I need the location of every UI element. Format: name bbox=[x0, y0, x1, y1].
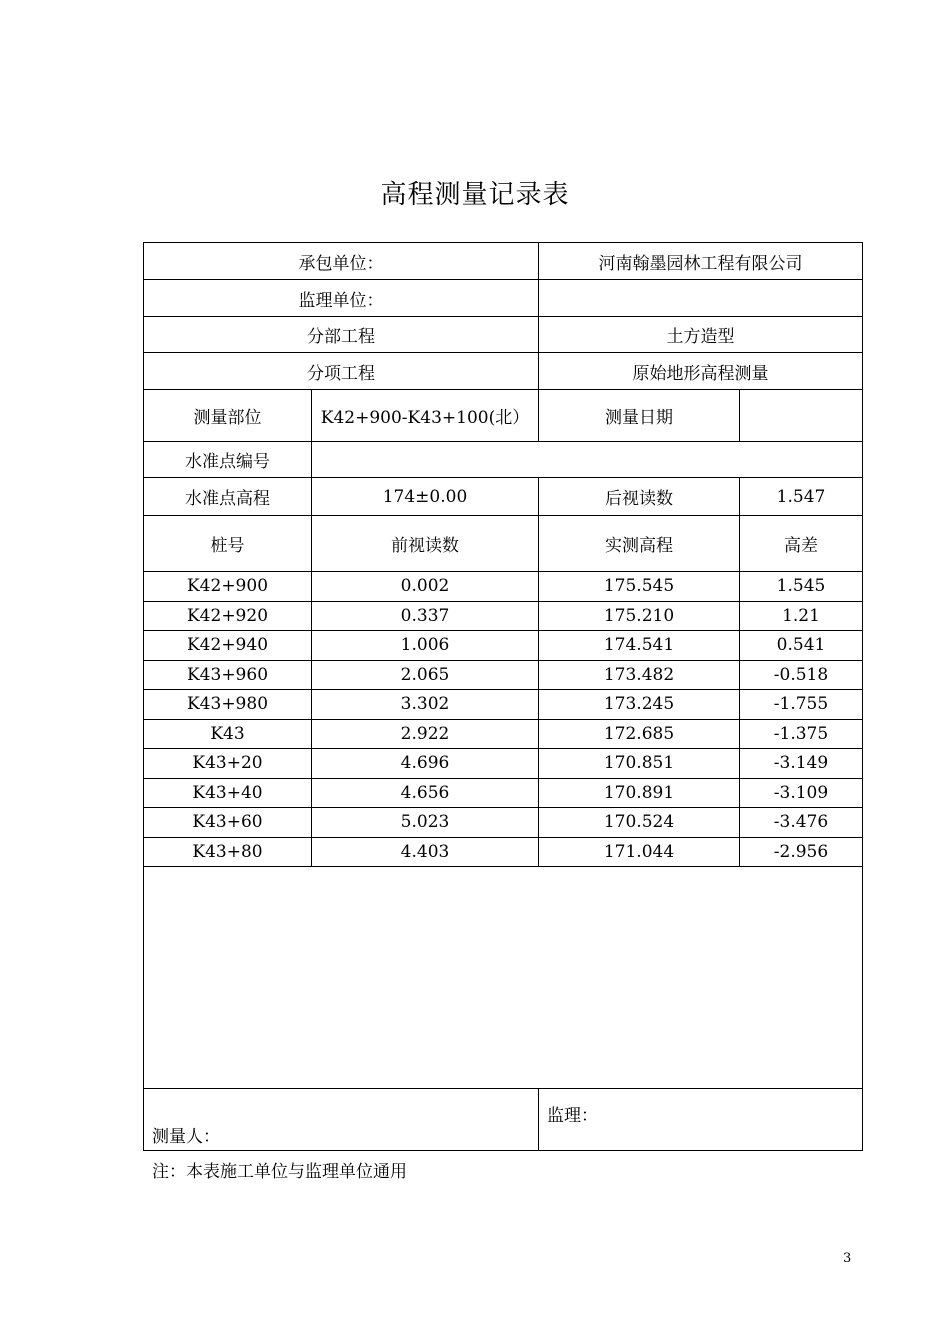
date-label: 测量日期 bbox=[539, 390, 740, 442]
foresight-cell: 5.023 bbox=[312, 808, 539, 838]
stake-cell: K43+980 bbox=[144, 690, 312, 720]
location-value: K42+900-K43+100(北） bbox=[312, 390, 539, 442]
table-row bbox=[144, 837, 863, 867]
division-label: 分部工程 bbox=[144, 317, 539, 353]
table-row bbox=[144, 808, 863, 838]
contractor-label: 承包单位： bbox=[144, 243, 539, 280]
contractor-row bbox=[144, 243, 863, 280]
difference-cell: 1.545 bbox=[740, 572, 863, 602]
difference-cell: -1.375 bbox=[740, 719, 863, 749]
location-row bbox=[144, 390, 863, 442]
subitem-row bbox=[144, 353, 863, 390]
signature-row bbox=[144, 1089, 863, 1151]
supervisor-label: 监理单位： bbox=[144, 280, 539, 317]
division-row bbox=[144, 317, 863, 353]
difference-cell: 0.541 bbox=[740, 631, 863, 661]
foresight-cell: 4.656 bbox=[312, 778, 539, 808]
benchmark-no-value bbox=[312, 442, 863, 478]
subitem-value: 原始地形高程测量 bbox=[539, 353, 863, 390]
elevation-cell: 172.685 bbox=[539, 719, 740, 749]
benchmark-elev-label: 水准点高程 bbox=[144, 478, 312, 516]
division-value: 土方造型 bbox=[539, 317, 863, 353]
stake-cell: K43+60 bbox=[144, 808, 312, 838]
table-row bbox=[144, 690, 863, 720]
foresight-cell: 2.922 bbox=[312, 719, 539, 749]
difference-cell: 1.21 bbox=[740, 601, 863, 631]
elevation-cell: 175.545 bbox=[539, 572, 740, 602]
stake-cell: K43+960 bbox=[144, 660, 312, 690]
elevation-cell: 170.891 bbox=[539, 778, 740, 808]
footnote: 注：本表施工单位与监理单位通用 bbox=[152, 1162, 407, 1182]
table-row bbox=[144, 631, 863, 661]
elevation-cell: 170.851 bbox=[539, 749, 740, 779]
stake-cell: K43+20 bbox=[144, 749, 312, 779]
page-title: 高程测量记录表 bbox=[380, 180, 570, 210]
table-row bbox=[144, 572, 863, 602]
foresight-cell: 4.403 bbox=[312, 837, 539, 867]
elevation-cell: 173.245 bbox=[539, 690, 740, 720]
stake-cell: K42+940 bbox=[144, 631, 312, 661]
stake-cell: K43 bbox=[144, 719, 312, 749]
page-number: 3 bbox=[843, 1251, 852, 1266]
supervisor-value bbox=[539, 280, 863, 317]
col-header-elevation: 实测高程 bbox=[539, 516, 740, 572]
subitem-label: 分项工程 bbox=[144, 353, 539, 390]
difference-cell: -3.476 bbox=[740, 808, 863, 838]
stake-cell: K42+900 bbox=[144, 572, 312, 602]
surveyor-signature: 测量人： bbox=[144, 1089, 539, 1151]
supervision-signature: 监理： bbox=[539, 1089, 863, 1151]
date-value bbox=[740, 390, 863, 442]
foresight-cell: 4.696 bbox=[312, 749, 539, 779]
table-row bbox=[144, 749, 863, 779]
foresight-cell: 2.065 bbox=[312, 660, 539, 690]
column-header-row bbox=[144, 516, 863, 572]
foresight-cell: 0.337 bbox=[312, 601, 539, 631]
table-row bbox=[144, 601, 863, 631]
col-header-difference: 高差 bbox=[740, 516, 863, 572]
stake-cell: K42+920 bbox=[144, 601, 312, 631]
col-header-stake: 桩号 bbox=[144, 516, 312, 572]
elevation-cell: 170.524 bbox=[539, 808, 740, 838]
location-label: 测量部位 bbox=[144, 390, 312, 442]
foresight-cell: 1.006 bbox=[312, 631, 539, 661]
stake-cell: K43+80 bbox=[144, 837, 312, 867]
difference-cell: -1.755 bbox=[740, 690, 863, 720]
contractor-value: 河南翰墨园林工程有限公司 bbox=[539, 243, 863, 280]
backsight-label: 后视读数 bbox=[539, 478, 740, 516]
benchmark-elev-row bbox=[144, 478, 863, 516]
difference-cell: -3.149 bbox=[740, 749, 863, 779]
supervisor-row bbox=[144, 280, 863, 317]
blank-area-row bbox=[144, 867, 863, 1089]
elevation-cell: 174.541 bbox=[539, 631, 740, 661]
survey-record-table bbox=[143, 242, 863, 1151]
benchmark-no-row bbox=[144, 442, 863, 478]
elevation-cell: 171.044 bbox=[539, 837, 740, 867]
stake-cell: K43+40 bbox=[144, 778, 312, 808]
blank-notes-area bbox=[144, 867, 863, 1089]
benchmark-elev-value: 174±0.00 bbox=[312, 478, 539, 516]
table-row bbox=[144, 778, 863, 808]
difference-cell: -3.109 bbox=[740, 778, 863, 808]
elevation-cell: 173.482 bbox=[539, 660, 740, 690]
foresight-cell: 3.302 bbox=[312, 690, 539, 720]
elevation-cell: 175.210 bbox=[539, 601, 740, 631]
table-row bbox=[144, 719, 863, 749]
difference-cell: -0.518 bbox=[740, 660, 863, 690]
backsight-value: 1.547 bbox=[740, 478, 863, 516]
table-row bbox=[144, 660, 863, 690]
foresight-cell: 0.002 bbox=[312, 572, 539, 602]
difference-cell: -2.956 bbox=[740, 837, 863, 867]
col-header-foresight: 前视读数 bbox=[312, 516, 539, 572]
benchmark-no-label: 水准点编号 bbox=[144, 442, 312, 478]
